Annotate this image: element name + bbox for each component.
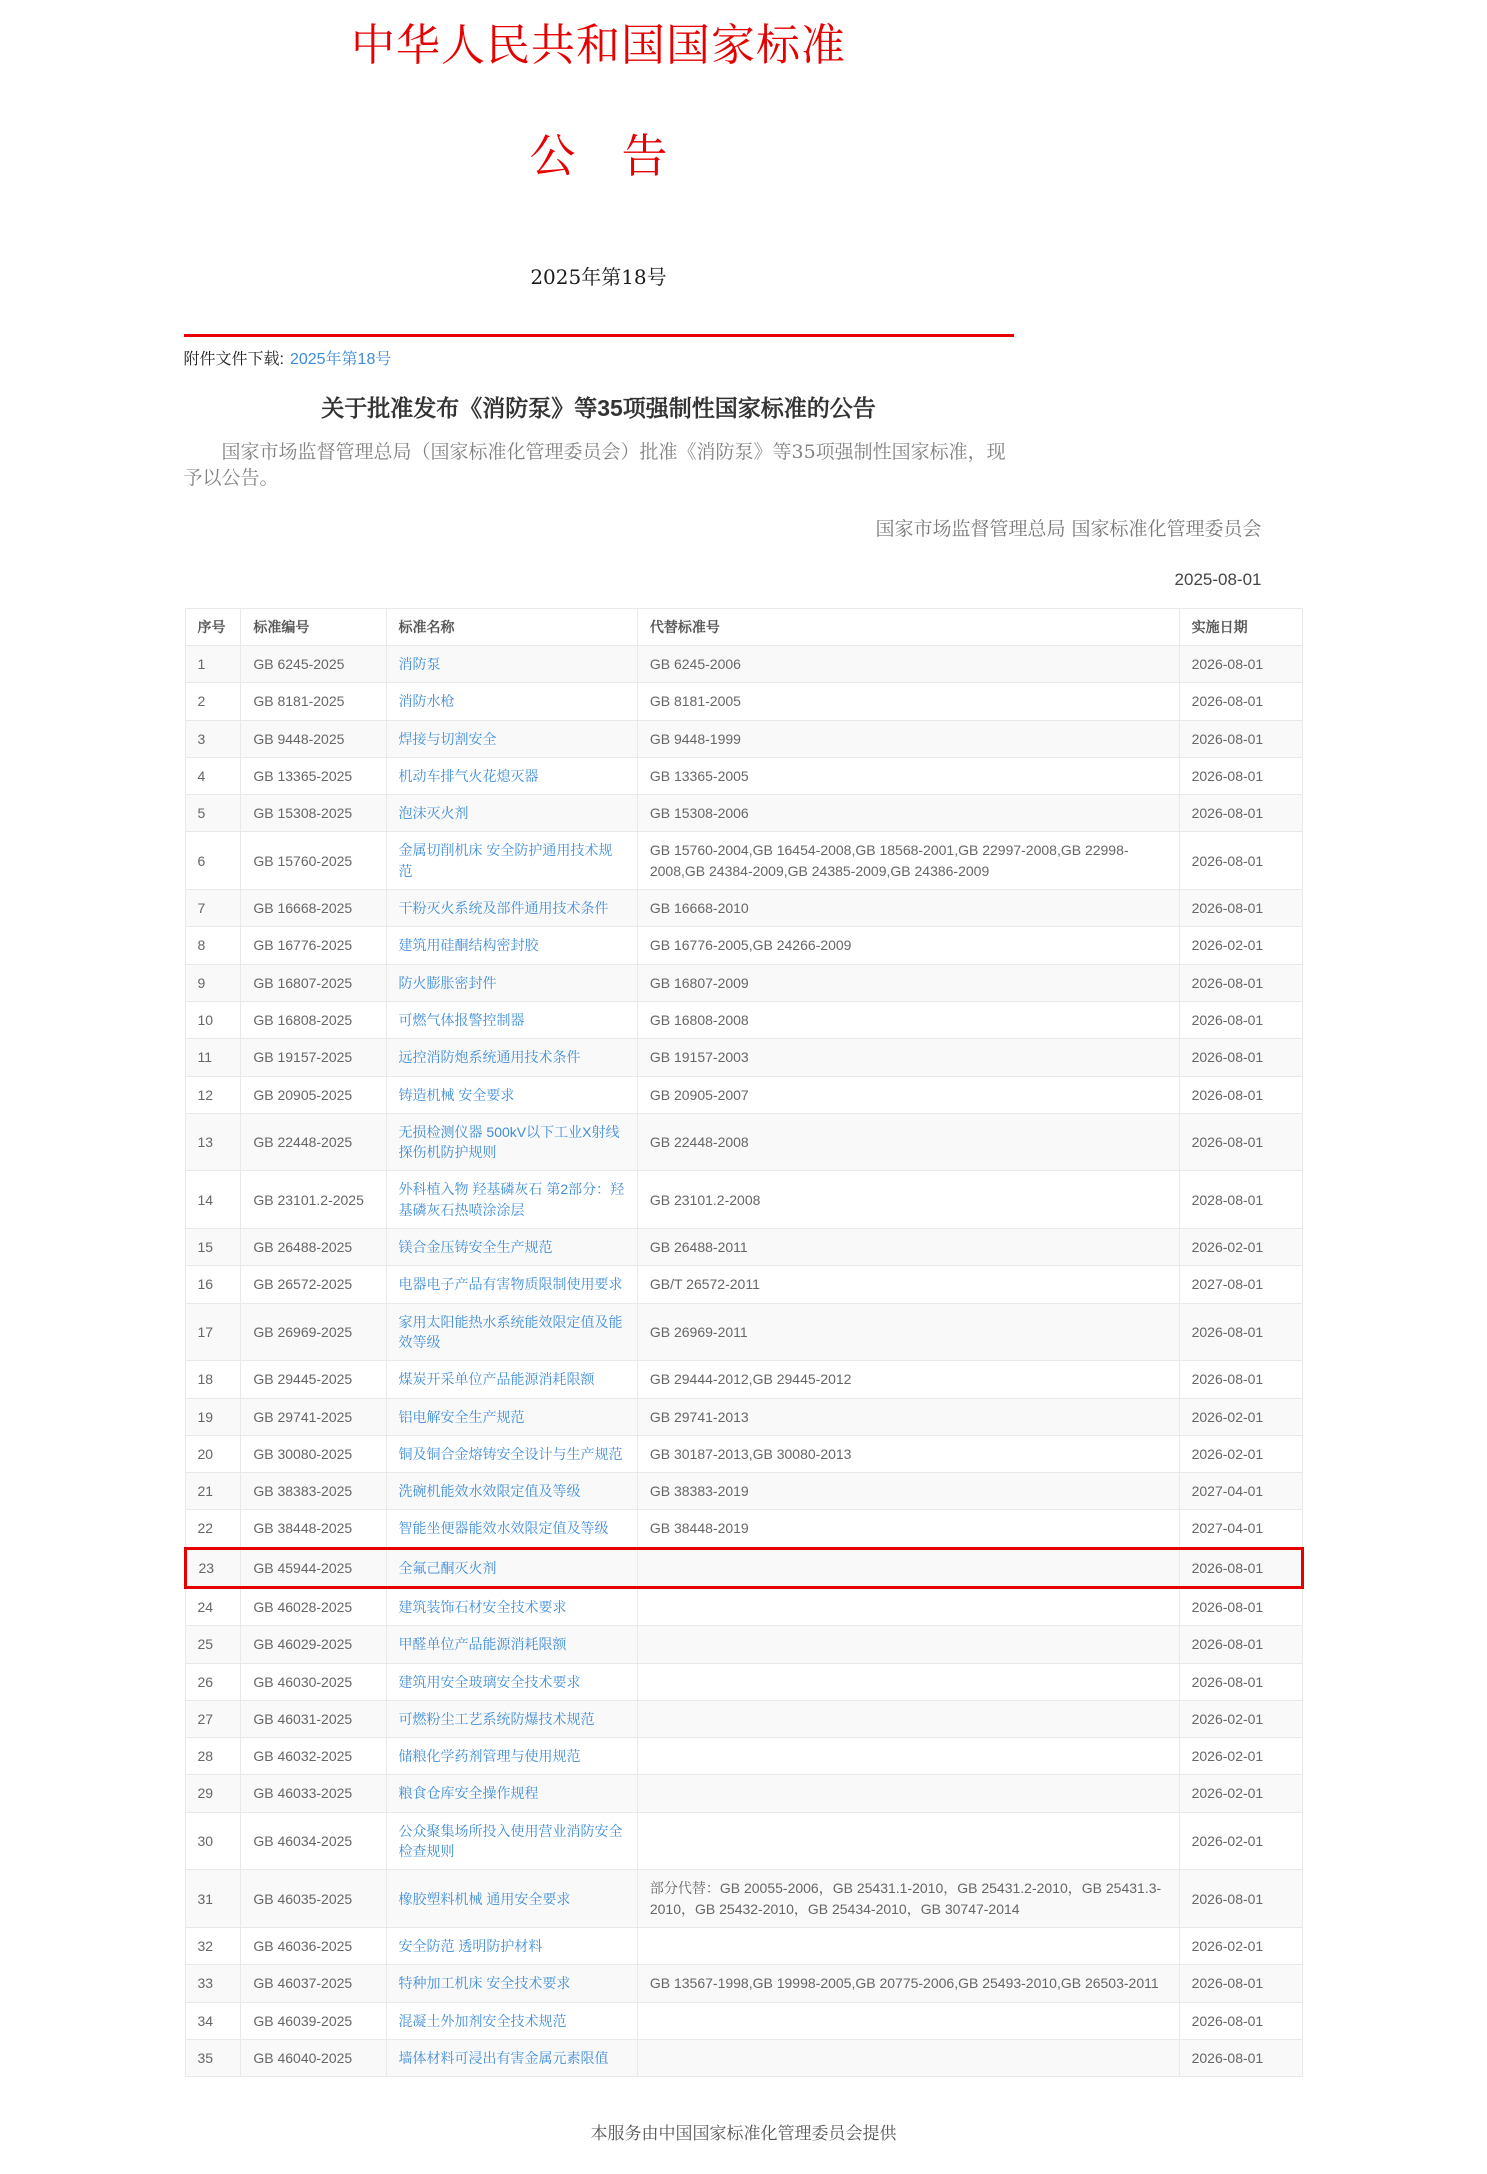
cell-date: 2026-08-01 [1179,720,1302,757]
standard-name-link[interactable]: 铸造机械 安全要求 [398,1086,515,1103]
standard-name-link[interactable]: 家用太阳能热水系统能效限定值及能效等级 [398,1313,623,1350]
cell-no: 14 [185,1171,241,1229]
cell-replaces: GB 8181-2005 [637,683,1179,720]
standard-name-link[interactable]: 全氟己酮灭火剂 [398,1559,497,1576]
cell-no: 11 [185,1039,241,1076]
cell-name [386,1229,637,1266]
cell-date: 2026-08-01 [1179,1548,1302,1587]
cell-name [386,2002,637,2039]
cell-no: 21 [185,1473,241,1510]
cell-no: 12 [185,1076,241,1113]
table-row [185,1361,1302,1398]
standard-name-link[interactable]: 安全防范 透明防护材料 [398,1937,543,1954]
table-row [185,890,1302,927]
cell-date: 2026-08-01 [1179,2039,1302,2076]
cell-no: 13 [185,1113,241,1171]
cell-replaces: GB 29444-2012,GB 29445-2012 [637,1361,1179,1398]
cell-date: 2026-08-01 [1179,832,1302,890]
cell-replaces [637,1587,1179,1625]
cell-code: GB 46029-2025 [241,1626,386,1663]
cell-date: 2026-02-01 [1179,1398,1302,1435]
cell-date: 2026-02-01 [1179,1927,1302,1964]
table-row [185,645,1302,682]
cell-name [386,1626,637,1663]
attachment-label: 附件文件下载: [183,351,284,369]
cell-no: 24 [185,1587,241,1625]
cell-name [386,1870,637,1928]
cell-replaces: GB 16807-2009 [637,964,1179,1001]
table-row [185,1039,1302,1076]
cell-replaces: GB 16808-2008 [637,1001,1179,1038]
cell-code: GB 30080-2025 [241,1435,386,1472]
issue-number: 2025年第18号 [530,265,667,290]
cell-name [386,1587,637,1625]
cell-date: 2026-08-01 [1179,645,1302,682]
cell-code: GB 19157-2025 [241,1039,386,1076]
cell-code: GB 46035-2025 [241,1870,386,1928]
standard-name-link[interactable]: 墙体材料可浸出有害金属元素限值 [398,2049,609,2066]
cell-date: 2027-04-01 [1179,1510,1302,1548]
cell-code: GB 45944-2025 [241,1548,386,1587]
cell-replaces: GB 9448-1999 [637,720,1179,757]
cell-no: 29 [185,1775,241,1812]
table-row [185,795,1302,832]
cell-name [386,645,637,682]
cell-replaces: GB 38448-2019 [637,1510,1179,1548]
table-row [185,1738,1302,1775]
table-row [185,1113,1302,1171]
table-row [185,1965,1302,2002]
table-row [185,1001,1302,1038]
cell-date: 2026-08-01 [1179,683,1302,720]
cell-name [386,1510,637,1548]
cell-name [386,1473,637,1510]
cell-date: 2026-02-01 [1179,1812,1302,1870]
cell-name [386,720,637,757]
cell-no: 27 [185,1700,241,1737]
standard-name-link[interactable]: 可燃气体报警控制器 [398,1011,525,1028]
cell-name [386,683,637,720]
standard-name-link[interactable]: 甲醛单位产品能源消耗限额 [398,1636,567,1653]
cell-replaces [637,1738,1179,1775]
cell-code: GB 29445-2025 [241,1361,386,1398]
cell-no: 35 [185,2039,241,2076]
cell-code: GB 46040-2025 [241,2039,386,2076]
cell-date: 2026-08-01 [1179,1303,1302,1361]
cell-no: 32 [185,1927,241,1964]
cell-date: 2026-02-01 [1179,1229,1302,1266]
cell-replaces: GB/T 26572-2011 [637,1266,1179,1303]
cell-code: GB 26969-2025 [241,1303,386,1361]
table-row [185,1927,1302,1964]
cell-code: GB 38448-2025 [241,1510,386,1548]
page-subtitle: 公 告 [529,128,668,183]
standards-table [184,608,1304,2077]
cell-code: GB 26572-2025 [241,1266,386,1303]
table-row [185,720,1302,757]
standard-name-link[interactable]: 铝电解安全生产规范 [398,1408,525,1425]
cell-replaces: GB 16668-2010 [637,890,1179,927]
cell-date: 2026-08-01 [1179,1870,1302,1928]
table-row [185,1775,1302,1812]
announcement-page [184,20,1304,2174]
cell-name [386,1700,637,1737]
cell-name [386,1812,637,1870]
table-header-row [185,608,1302,645]
table-row [185,1510,1302,1548]
cell-name [386,1001,637,1038]
cell-no: 15 [185,1229,241,1266]
cell-replaces: GB 15308-2006 [637,795,1179,832]
cell-code: GB 23101.2-2025 [241,1171,386,1229]
cell-no: 17 [185,1303,241,1361]
table-row [185,1663,1302,1700]
cell-no: 7 [185,890,241,927]
cell-replaces: GB 19157-2003 [637,1039,1179,1076]
cell-replaces: GB 20905-2007 [637,1076,1179,1113]
table-row [185,2039,1302,2076]
cell-no: 31 [185,1870,241,1928]
cell-replaces: GB 38383-2019 [637,1473,1179,1510]
cell-date: 2027-04-01 [1179,1473,1302,1510]
table-row [185,964,1302,1001]
cell-name [386,1266,637,1303]
attachment-download-link[interactable]: 2025年第18号 [289,351,392,369]
standard-name-link[interactable]: 建筑装饰石材安全技术要求 [398,1598,567,1615]
page-title: 中华人民共和国国家标准 [351,20,846,71]
standard-name-link[interactable]: 混凝土外加剂安全技术规范 [398,2012,567,2029]
cell-name [386,1663,637,1700]
table-row [185,1473,1302,1510]
table-row [185,1076,1302,1113]
cell-replaces [637,2002,1179,2039]
cell-date: 2026-08-01 [1179,890,1302,927]
cell-code: GB 16808-2025 [241,1001,386,1038]
cell-code: GB 46037-2025 [241,1965,386,2002]
cell-no: 30 [185,1812,241,1870]
standard-name-link[interactable]: 外科植入物 羟基磷灰石 第2部分：羟基磷灰石热喷涂涂层 [398,1181,625,1218]
cell-code: GB 8181-2025 [241,683,386,720]
standard-name-link[interactable]: 公众聚集场所投入使用营业消防安全检查规则 [398,1822,623,1860]
cell-date: 2026-08-01 [1179,1076,1302,1113]
cell-date: 2026-08-01 [1179,1587,1302,1625]
cell-code: GB 46039-2025 [241,2002,386,2039]
standard-name-link[interactable]: 镁合金压铸安全生产规范 [398,1239,553,1256]
cell-name [386,2039,637,2076]
cell-code: GB 13365-2025 [241,757,386,794]
cell-date: 2026-08-01 [1179,1663,1302,1700]
cell-name [386,1435,637,1472]
col-header-code: 标准编号 [241,608,386,645]
cell-no: 20 [185,1435,241,1472]
cell-date: 2026-02-01 [1179,1435,1302,1472]
table-row [185,2002,1302,2039]
table-row [185,1812,1302,1870]
cell-no: 22 [185,1510,241,1548]
standard-name-link[interactable]: 橡胶塑料机械 通用安全要求 [398,1890,571,1907]
table-row [185,832,1302,890]
cell-replaces: GB 26969-2011 [637,1303,1179,1361]
table-row [185,1435,1302,1472]
cell-name [386,1076,637,1113]
cell-name [386,1039,637,1076]
cell-replaces: 部分代替：GB 20055-2006，GB 25431.1-2010，GB 25431.2-2010，GB 25431.3-2010，GB 25432-2010，GB 25434-2010，GB 30747-2014 [637,1870,1179,1928]
cell-replaces [637,1663,1179,1700]
standard-name-link[interactable]: 远控消防炮系统通用技术条件 [398,1049,581,1066]
cell-code: GB 46028-2025 [241,1587,386,1625]
notice-head [184,20,1014,492]
cell-name [386,1775,637,1812]
standard-name-link[interactable]: 洗碗机能效水效限定值及等级 [398,1483,581,1500]
cell-date: 2026-02-01 [1179,1700,1302,1737]
cell-date: 2026-08-01 [1179,2002,1302,2039]
cell-code: GB 26488-2025 [241,1229,386,1266]
cell-date: 2027-08-01 [1179,1266,1302,1303]
standard-name-link[interactable]: 电器电子产品有害物质限制使用要求 [398,1276,623,1293]
cell-code: GB 46033-2025 [241,1775,386,1812]
cell-name [386,757,637,794]
cell-replaces [637,1700,1179,1737]
cell-replaces [637,1775,1179,1812]
cell-no: 25 [185,1626,241,1663]
standard-name-link[interactable]: 智能坐便器能效水效限定值及等级 [398,1520,609,1537]
table-row [185,1700,1302,1737]
cell-name [386,890,637,927]
table-row [185,1626,1302,1663]
cell-date: 2026-08-01 [1179,1039,1302,1076]
cell-no: 23 [185,1548,241,1587]
cell-replaces: GB 13365-2005 [637,757,1179,794]
cell-no: 4 [185,757,241,794]
cell-replaces [637,1548,1179,1587]
cell-code: GB 38383-2025 [241,1473,386,1510]
cell-no: 16 [185,1266,241,1303]
standard-name-link[interactable]: 储粮化学药剂管理与使用规范 [398,1748,581,1765]
standard-name-link[interactable]: 金属切削机床 安全防护通用技术规范 [398,842,613,879]
cell-replaces: GB 29741-2013 [637,1398,1179,1435]
table-row [185,1870,1302,1928]
cell-code: GB 46034-2025 [241,1812,386,1870]
cell-no: 5 [185,795,241,832]
standard-name-link[interactable]: 铜及铜合金熔铸安全设计与生产规范 [398,1445,623,1462]
standard-name-link[interactable]: 干粉灭火系统及部件通用技术条件 [398,900,609,917]
cell-replaces: GB 13567-1998,GB 19998-2005,GB 20775-2006,GB 25493-2010,GB 26503-2011 [637,1965,1179,2002]
cell-no: 18 [185,1361,241,1398]
cell-code: GB 16776-2025 [241,927,386,964]
table-row [185,1548,1302,1587]
cell-name [386,1965,637,2002]
cell-date: 2026-02-01 [1179,1775,1302,1812]
standard-name-link[interactable]: 防火膨胀密封件 [398,974,497,991]
cell-date: 2026-08-01 [1179,964,1302,1001]
publish-date: 2025-08-01 [1174,569,1262,589]
attachment-line [184,337,1014,369]
standard-name-link[interactable]: 泡沫灭火剂 [398,805,469,822]
cell-name [386,1398,637,1435]
cell-name [386,1548,637,1587]
cell-code: GB 46032-2025 [241,1738,386,1775]
cell-replaces: GB 30187-2013,GB 30080-2013 [637,1435,1179,1472]
standard-name-link[interactable]: 焊接与切割安全 [398,730,497,747]
cell-replaces: GB 6245-2006 [637,645,1179,682]
col-header-name: 标准名称 [386,608,637,645]
cell-replaces: GB 26488-2011 [637,1229,1179,1266]
cell-no: 3 [185,720,241,757]
cell-replaces: GB 23101.2-2008 [637,1171,1179,1229]
table-row [185,927,1302,964]
col-header-date: 实施日期 [1179,608,1302,645]
standard-name-link[interactable]: 无损检测仪器 500kV以下工业X射线探伤机防护规则 [398,1123,620,1161]
cell-no: 34 [185,2002,241,2039]
cell-name [386,1738,637,1775]
cell-no: 26 [185,1663,241,1700]
cell-name [386,795,637,832]
cell-replaces: GB 16776-2005,GB 24266-2009 [637,927,1179,964]
cell-code: GB 15760-2025 [241,832,386,890]
cell-no: 6 [185,832,241,890]
notice-body: 国家市场监督管理总局（国家标准化管理委员会）批准《消防泵》等35项强制性国家标准，现予以公告。 [183,441,1006,490]
table-row [185,1587,1302,1625]
cell-name [386,927,637,964]
cell-date: 2026-08-01 [1179,757,1302,794]
table-row [185,1398,1302,1435]
col-header-replaces: 代替标准号 [637,608,1179,645]
cell-code: GB 29741-2025 [241,1398,386,1435]
cell-name [386,1361,637,1398]
cell-name [386,1927,637,1964]
cell-replaces [637,1927,1179,1964]
footer-provider-note: 本服务由中国国家标准化管理委员会提供 [590,2124,897,2144]
cell-replaces: GB 15760-2004,GB 16454-2008,GB 18568-2001,GB 22997-2008,GB 22998-2008,GB 24384-2009,GB 24385-2009,GB 24386-2009 [637,832,1179,890]
table-row [185,757,1302,794]
standard-name-link[interactable]: 消防泵 [398,655,441,672]
cell-date: 2026-08-01 [1179,1001,1302,1038]
cell-no: 28 [185,1738,241,1775]
table-row [185,1171,1302,1229]
standard-name-link[interactable]: 特种加工机床 安全技术要求 [398,1975,571,1992]
cell-date: 2026-02-01 [1179,1738,1302,1775]
cell-no: 8 [185,927,241,964]
cell-replaces [637,2039,1179,2076]
cell-name [386,832,637,890]
standards-table-body [185,645,1302,2076]
cell-no: 1 [185,645,241,682]
cell-replaces: GB 22448-2008 [637,1113,1179,1171]
table-row [185,1303,1302,1361]
standard-name-link[interactable]: 消防水枪 [398,693,455,710]
col-header-index: 序号 [185,608,241,645]
cell-code: GB 16807-2025 [241,964,386,1001]
standard-name-link[interactable]: 机动车排气火花熄灭器 [398,767,539,784]
table-row [185,683,1302,720]
cell-no: 33 [185,1965,241,2002]
cell-date: 2026-02-01 [1179,927,1302,964]
cell-replaces [637,1812,1179,1870]
cell-replaces [637,1626,1179,1663]
cell-date: 2028-08-01 [1179,1171,1302,1229]
cell-code: GB 46031-2025 [241,1700,386,1737]
cell-code: GB 16668-2025 [241,890,386,927]
standard-name-link[interactable]: 可燃粉尘工艺系统防爆技术规范 [398,1710,595,1727]
cell-date: 2026-08-01 [1179,1113,1302,1171]
cell-name [386,964,637,1001]
cell-code: GB 22448-2025 [241,1113,386,1171]
cell-no: 10 [185,1001,241,1038]
cell-code: GB 9448-2025 [241,720,386,757]
cell-date: 2026-08-01 [1179,795,1302,832]
cell-code: GB 20905-2025 [241,1076,386,1113]
cell-code: GB 46036-2025 [241,1927,386,1964]
cell-date: 2026-08-01 [1179,1965,1302,2002]
cell-date: 2026-08-01 [1179,1626,1302,1663]
cell-name [386,1171,637,1229]
cell-code: GB 6245-2025 [241,645,386,682]
notice-heading: 关于批准发布《消防泵》等35项强制性国家标准的公告 [321,395,876,422]
standard-name-link[interactable]: 粮食仓库安全操作规程 [398,1785,539,1802]
cell-name [386,1303,637,1361]
cell-no: 9 [185,964,241,1001]
standard-name-link[interactable]: 建筑用硅酮结构密封胶 [398,937,539,954]
issuer-signature: 国家市场监督管理总局 国家标准化管理委员会 [875,517,1262,540]
standard-name-link[interactable]: 建筑用安全玻璃安全技术要求 [398,1673,581,1690]
cell-code: GB 46030-2025 [241,1663,386,1700]
cell-name [386,1113,637,1171]
table-row [185,1229,1302,1266]
cell-code: GB 15308-2025 [241,795,386,832]
cell-date: 2026-08-01 [1179,1361,1302,1398]
cell-no: 2 [185,683,241,720]
standard-name-link[interactable]: 煤炭开采单位产品能源消耗限额 [398,1371,595,1388]
cell-no: 19 [185,1398,241,1435]
table-row [185,1266,1302,1303]
